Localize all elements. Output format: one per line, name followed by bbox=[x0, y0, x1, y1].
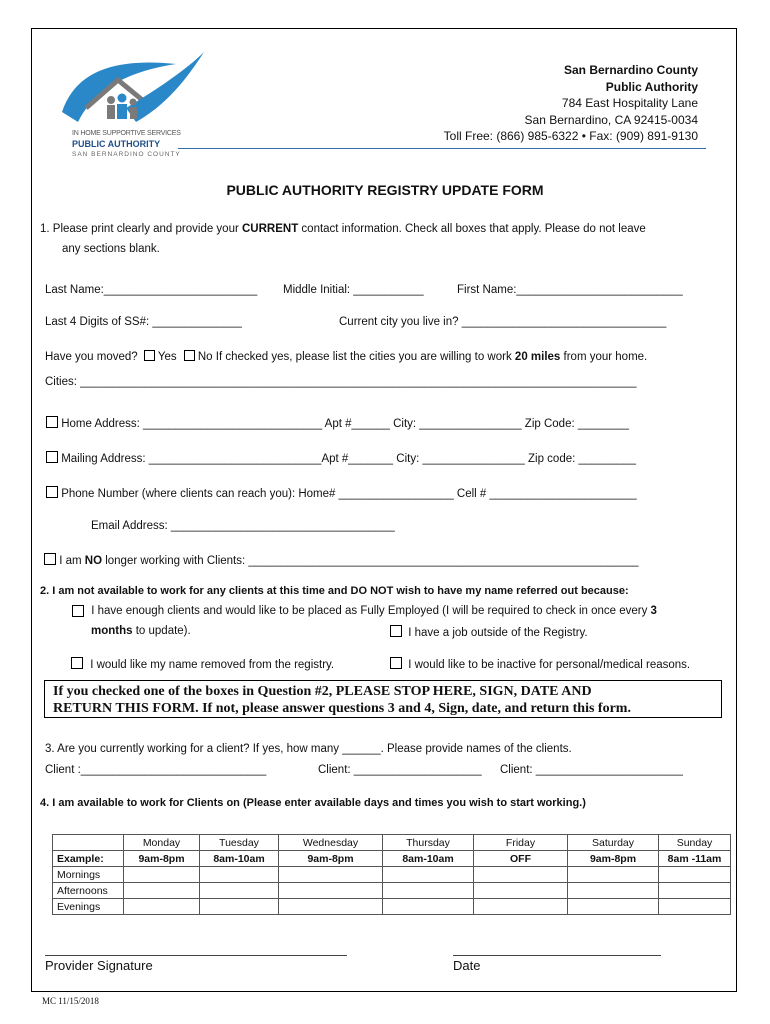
q2-option-3: I would like my name removed from the registry. bbox=[71, 657, 334, 671]
remove-name-checkbox[interactable] bbox=[71, 657, 83, 669]
fully-employed-checkbox[interactable] bbox=[72, 605, 84, 617]
client-3-field[interactable]: Client: _______________________ bbox=[500, 764, 683, 776]
day-header: Tuesday bbox=[200, 835, 279, 851]
availability-cell[interactable] bbox=[383, 883, 474, 899]
day-header: Thursday bbox=[383, 835, 474, 851]
logo-line-2: PUBLIC AUTHORITY bbox=[72, 139, 161, 149]
evenings-row bbox=[53, 899, 731, 915]
row-label: Evenings bbox=[53, 899, 124, 915]
organization-address bbox=[444, 62, 698, 145]
q1-intro-cont: any sections blank. bbox=[62, 243, 160, 255]
form-title: PUBLIC AUTHORITY REGISTRY UPDATE FORM bbox=[226, 182, 544, 198]
first-name-field[interactable]: First Name:__________________________ bbox=[457, 284, 683, 296]
stop-notice-line-2: RETURN THIS FORM. If not, please answer questions 3 and 4, Sign, date, and return this form. bbox=[53, 701, 631, 716]
availability-cell[interactable] bbox=[279, 883, 383, 899]
availability-table bbox=[52, 834, 731, 915]
outside-job-checkbox[interactable] bbox=[390, 625, 402, 637]
availability-cell[interactable] bbox=[383, 867, 474, 883]
afternoons-row bbox=[53, 883, 731, 899]
availability-cell[interactable] bbox=[659, 883, 731, 899]
middle-initial-field[interactable]: Middle Initial: ___________ bbox=[283, 284, 424, 296]
phone-row bbox=[46, 486, 637, 500]
availability-cell[interactable] bbox=[124, 899, 200, 915]
org-name-1: San Bernardino County bbox=[563, 63, 698, 77]
q2-option-1: I have enough clients and would like to be placed as Fully Employed (I will be required to check in once every 3 bbox=[72, 605, 657, 617]
phone-field[interactable]: Phone Number (where clients can reach you): Home# __________________ Cell # _______________________ bbox=[61, 488, 637, 500]
home-address-field[interactable]: Home Address: ____________________________ Apt #______ City: ________________ Zip Code: ________ bbox=[61, 418, 630, 430]
q2-option-4: I would like to be inactive for personal/medical reasons. bbox=[390, 657, 690, 671]
availability-cell[interactable] bbox=[659, 867, 731, 883]
example-cell: OFF bbox=[474, 851, 568, 867]
client-2-field[interactable]: Client: ____________________ bbox=[318, 764, 482, 776]
moved-yes-checkbox[interactable] bbox=[144, 350, 155, 361]
q4-heading: 4. I am available to work for Clients on (Please enter available days and times you wish to start working.) bbox=[40, 797, 586, 809]
org-name-2: Public Authority bbox=[605, 79, 698, 94]
no-longer-field[interactable]: longer working with Clients: _____________________________________________________________ bbox=[102, 555, 639, 567]
day-header: Friday bbox=[474, 835, 568, 851]
row-label: Afternoons bbox=[53, 883, 124, 899]
example-cell: 9am-8pm bbox=[568, 851, 659, 867]
mailing-address-row bbox=[46, 451, 636, 465]
inactive-checkbox[interactable] bbox=[390, 657, 402, 669]
availability-cell[interactable] bbox=[568, 867, 659, 883]
example-cell: 8am-10am bbox=[383, 851, 474, 867]
q3-question: 3. Are you currently working for a client? If yes, how many ______. Please provide names of the clients. bbox=[45, 743, 572, 755]
availability-cell[interactable] bbox=[279, 899, 383, 915]
availability-cell[interactable] bbox=[124, 883, 200, 899]
form-code: MC 11/15/2018 bbox=[42, 996, 99, 1006]
day-header: Wednesday bbox=[279, 835, 383, 851]
availability-cell[interactable] bbox=[279, 867, 383, 883]
q2-option-1-cont: months to update). bbox=[91, 625, 191, 637]
moved-yes-label: Yes bbox=[157, 351, 177, 363]
availability-cell[interactable] bbox=[383, 899, 474, 915]
q1-intro: 1. Please print clearly and provide your CURRENT contact information. Check all boxes that apply. Please do not leave bbox=[40, 223, 646, 235]
availability-cell[interactable] bbox=[474, 883, 568, 899]
availability-cell[interactable] bbox=[659, 899, 731, 915]
day-header: Saturday bbox=[568, 835, 659, 851]
date-label: Date bbox=[453, 958, 481, 973]
mailing-address-checkbox[interactable] bbox=[46, 451, 58, 463]
provider-signature-line[interactable] bbox=[45, 955, 347, 956]
cities-field[interactable]: Cities: _______________________________________________________________________________________ bbox=[45, 376, 637, 388]
row-label: Mornings bbox=[53, 867, 124, 883]
current-city-field[interactable]: Current city you live in? ________________________________ bbox=[339, 316, 667, 328]
no-longer-checkbox[interactable] bbox=[44, 553, 56, 565]
no-longer-row: I am NO longer working with Clients: _____________________________________________________________ bbox=[44, 553, 639, 567]
mornings-row bbox=[53, 867, 731, 883]
day-header: Sunday bbox=[659, 835, 731, 851]
contact-numbers: Toll Free: (866) 985-6322 • Fax: (909) 891-9130 bbox=[443, 129, 698, 143]
availability-cell[interactable] bbox=[568, 899, 659, 915]
availability-cell[interactable] bbox=[200, 899, 279, 915]
phone-checkbox[interactable] bbox=[46, 486, 58, 498]
example-cell: 8am-10am bbox=[200, 851, 279, 867]
mailing-address-field[interactable]: Mailing Address: ___________________________Apt #_______ City: ________________ Zip code: _________ bbox=[61, 453, 637, 465]
home-address-checkbox[interactable] bbox=[46, 416, 58, 428]
email-field[interactable]: Email Address: ___________________________________ bbox=[91, 520, 395, 532]
client-1-field[interactable]: Client :_____________________________ bbox=[45, 764, 267, 776]
street-address: 784 East Hospitality Lane bbox=[561, 96, 698, 110]
stop-notice bbox=[44, 680, 722, 718]
stop-notice-line-1: If you checked one of the boxes in Question #2, PLEASE STOP HERE, SIGN, DATE AND bbox=[53, 684, 592, 699]
ssn-field[interactable]: Last 4 Digits of SS#: ______________ bbox=[45, 316, 242, 328]
date-line[interactable] bbox=[453, 955, 661, 956]
moved-question: Have you moved? Yes No If checked yes, please list the cities you are willing to work 20 miles from your home. bbox=[45, 351, 648, 363]
example-cell: 9am-8pm bbox=[124, 851, 200, 867]
availability-cell[interactable] bbox=[200, 883, 279, 899]
day-header: Monday bbox=[124, 835, 200, 851]
example-cell: 8am -11am bbox=[659, 851, 731, 867]
example-row bbox=[53, 851, 731, 867]
provider-signature-label: Provider Signature bbox=[45, 958, 153, 973]
logo-line-3: SAN BERNARDINO COUNTY bbox=[72, 151, 181, 158]
example-cell: 9am-8pm bbox=[279, 851, 383, 867]
q2-option-2: I have a job outside of the Registry. bbox=[390, 625, 588, 639]
last-name-field[interactable]: Last Name:________________________ bbox=[45, 284, 258, 296]
availability-cell[interactable] bbox=[474, 867, 568, 883]
availability-cell[interactable] bbox=[568, 883, 659, 899]
moved-no-checkbox[interactable] bbox=[184, 350, 195, 361]
availability-cell[interactable] bbox=[200, 867, 279, 883]
availability-cell[interactable] bbox=[124, 867, 200, 883]
example-label: Example: bbox=[53, 851, 124, 867]
q2-heading: 2. I am not available to work for any clients at this time and DO NOT wish to have my name referred out because: bbox=[40, 585, 629, 597]
city-address: San Bernardino, CA 92415-0034 bbox=[524, 112, 698, 127]
home-address-row bbox=[46, 416, 629, 430]
moved-no-label: No bbox=[197, 351, 213, 363]
header-divider bbox=[178, 148, 706, 149]
availability-cell[interactable] bbox=[474, 899, 568, 915]
table-header-row bbox=[53, 835, 731, 851]
logo-line-1: IN HOME SUPPORTIVE SERVICES bbox=[72, 130, 181, 137]
